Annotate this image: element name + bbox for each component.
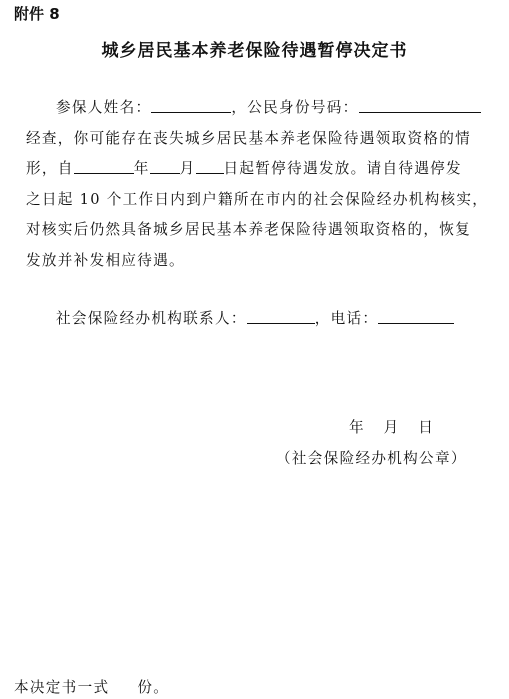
year-label: 年 bbox=[133, 160, 150, 177]
date-day-label: 日 bbox=[418, 419, 433, 436]
signature-date bbox=[349, 416, 433, 437]
copies-line bbox=[14, 676, 169, 697]
decision-body bbox=[26, 93, 500, 276]
date-month-label: 月 bbox=[383, 419, 399, 436]
body-line-3 bbox=[26, 154, 500, 185]
phone-blank bbox=[378, 309, 454, 324]
contact-person-blank bbox=[247, 309, 315, 324]
document-title: 城乡居民基本养老保险待遇暂停决定书 bbox=[101, 41, 408, 61]
body-line-2: 经查，你可能存在丧失城乡居民基本养老保险待遇领取资格的情 bbox=[26, 129, 472, 147]
body-line-1 bbox=[26, 93, 500, 124]
date-year-label: 年 bbox=[349, 419, 364, 436]
phone-label: ，电话： bbox=[314, 310, 379, 327]
name-label: 参保人姓名： bbox=[56, 99, 152, 116]
month-blank bbox=[150, 159, 180, 174]
name-blank bbox=[151, 98, 231, 113]
body-line-5: 对核实后仍然具备城乡居民基本养老保险待遇领取资格的，恢复 bbox=[26, 221, 472, 238]
attachment-label: 附件 8 bbox=[14, 5, 60, 23]
suspend-text: 日起暂停待遇发放。请自待遇停发 bbox=[223, 160, 462, 177]
copies-prefix: 本决定书一式 bbox=[14, 679, 110, 696]
body-line-4: 之日起 10 个工作日内到户籍所在市内的社会保险经办机构核实， bbox=[26, 190, 489, 208]
id-label: ，公民身份号码： bbox=[231, 99, 359, 116]
contact-label: 社会保险经办机构联系人： bbox=[56, 310, 247, 327]
copies-suffix: 份。 bbox=[137, 679, 170, 696]
id-number-blank bbox=[359, 98, 481, 113]
contact-line bbox=[56, 307, 454, 328]
month-label: 月 bbox=[179, 160, 196, 177]
day-blank bbox=[196, 159, 224, 174]
official-seal-note: （社会保险经办机构公章） bbox=[276, 450, 467, 467]
from-label: 形，自 bbox=[26, 160, 74, 177]
year-blank bbox=[74, 159, 134, 174]
body-line-6: 发放并补发相应待遇。 bbox=[26, 251, 185, 269]
